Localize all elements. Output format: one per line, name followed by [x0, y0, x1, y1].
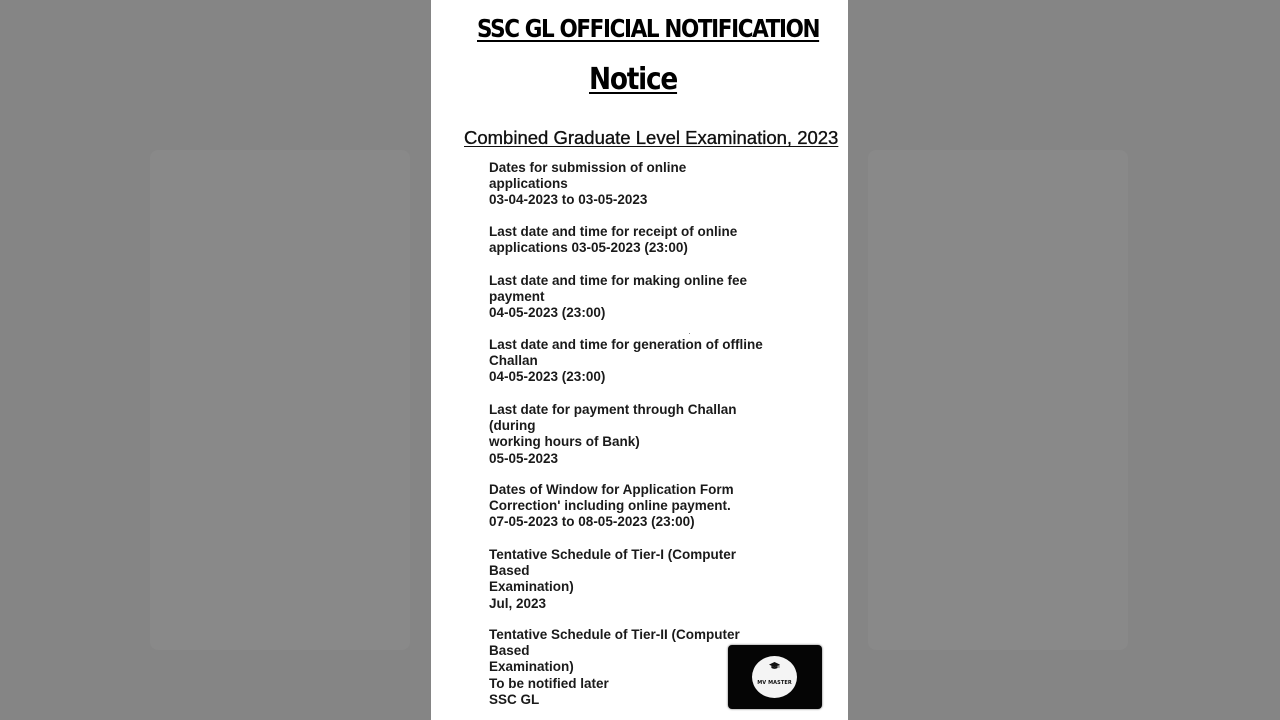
channel-logo-badge[interactable] [728, 645, 822, 709]
main-title: SSC GL OFFICIAL NOTIFICATION [477, 14, 820, 43]
notice-heading: Notice [589, 62, 678, 97]
entry-online-submission [489, 160, 686, 209]
entry-line: 04-05-2023 (23:00) [489, 369, 606, 385]
entry-line: Based [489, 643, 530, 659]
entry-line: (during [489, 418, 536, 434]
entry-line: 07-05-2023 to 08-05-2023 (23:00) [489, 514, 695, 530]
entry-line: Dates for submission of online [489, 160, 687, 175]
entry-fee-payment [489, 273, 747, 322]
entry-correction-window [489, 482, 734, 531]
entry-receipt-deadline [489, 224, 737, 256]
blurred-side-left [0, 0, 431, 720]
entry-tier-2-schedule [489, 627, 740, 708]
graduation-cap-icon [769, 662, 780, 671]
entry-line: Dates of Window for Application Form [489, 482, 734, 497]
entry-line: Jul, 2023 [489, 595, 547, 611]
logo-label: MV MASTER [757, 680, 792, 686]
entry-line: SSC GL [489, 691, 540, 707]
entry-line: 03-04-2023 to 03-05-2023 [489, 192, 648, 208]
exam-title: Combined Graduate Level Examination, 2023 [464, 127, 839, 148]
entry-line: payment [489, 289, 545, 305]
entry-line: Tentative Schedule of Tier-II (Computer [489, 627, 740, 642]
logo-circle [752, 656, 797, 698]
entry-line: 04-05-2023 (23:00) [489, 305, 606, 321]
entry-line: Challan [489, 353, 538, 369]
entry-line: 05-05-2023 [489, 450, 559, 466]
entry-line: Examination) [489, 579, 574, 595]
blurred-side-right [848, 0, 1280, 720]
entry-line: working hours of Bank) [489, 434, 640, 450]
entry-line: Last date for payment through Challan [489, 402, 737, 417]
entry-line: Based [489, 563, 530, 579]
entry-offline-challan [489, 337, 763, 386]
entry-line: Last date and time for generation of offline [489, 337, 763, 352]
entry-tier-1-schedule [489, 547, 736, 612]
entry-line: Examination) [489, 659, 574, 675]
entry-line: applications 03-05-2023 (23:00) [489, 240, 688, 256]
entry-line: Last date and time for making online fee [489, 273, 748, 288]
notice-document [431, 0, 848, 720]
entry-line: To be notified later [489, 675, 609, 691]
entry-line: Tentative Schedule of Tier-I (Computer [489, 547, 737, 562]
entry-line: applications [489, 176, 568, 192]
entry-line: Correction' including online payment. [489, 498, 731, 514]
entry-challan-payment [489, 402, 737, 467]
stray-dot [689, 333, 690, 334]
entry-line: Last date and time for receipt of online [489, 224, 738, 239]
